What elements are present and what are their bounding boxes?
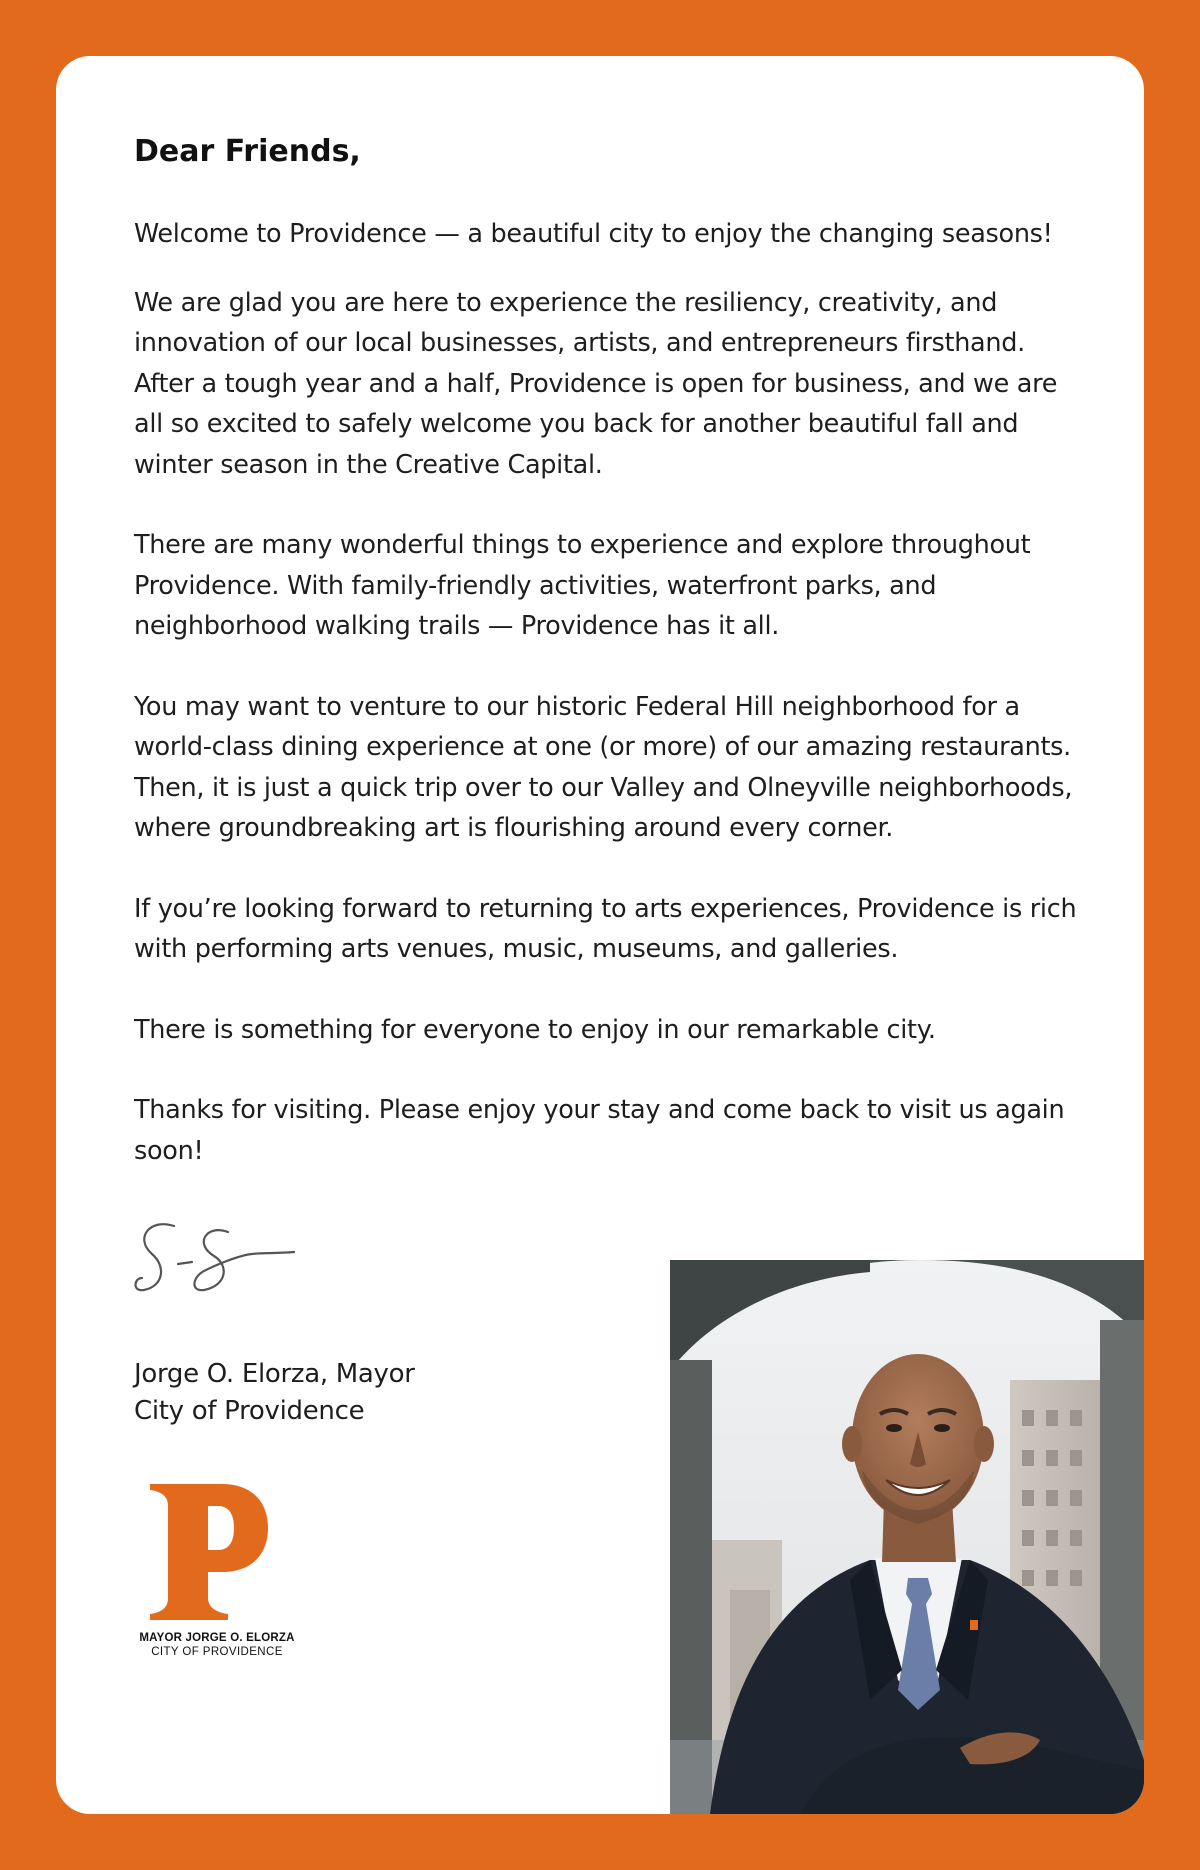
- mayor-portrait-photo: [670, 1260, 1144, 1814]
- letter-body: [134, 214, 1084, 1211]
- signer-organization: City of Providence: [134, 1396, 365, 1426]
- logo-line-1: MAYOR JORGE O. ELORZA: [139, 1632, 295, 1644]
- letter-card: [56, 56, 1144, 1814]
- letter-paragraph: We are glad you are here to experience the resiliency, creativity, and innovation of our local businesses, artists, and entrepreneurs firsthand. After a tough year and a half, Providence is open for business, and we are all so excited to safely welcome you back for another beautiful fall and winter season in the Creative Capital.: [134, 287, 1058, 480]
- letter-paragraph: If you’re looking forward to returning to arts experiences, Providence is rich with performing arts venues, music, museums, and galleries.: [134, 893, 1077, 964]
- letter-paragraph: Thanks for visiting. Please enjoy your stay and come back to visit us again soon!: [134, 1095, 1065, 1166]
- handwritten-signature: [130, 1208, 300, 1308]
- letter-greeting: Dear Friends,: [134, 134, 361, 169]
- signer-name: Jorge O. Elorza, Mayor: [134, 1359, 415, 1389]
- signer-block: [134, 1356, 415, 1430]
- letter-paragraph: You may want to venture to our historic Federal Hill neighborhood for a world-class dining experience at one (or more) of our amazing restaurants. Then, it is just a quick trip over to our Valley and Olneyville neighborhoods, where groundbreaking art is flourishing around every corner.: [134, 691, 1073, 843]
- letter-paragraph: There are many wonderful things to experience and explore throughout Providence. With family-friendly activities, waterfront parks, and neighborhood walking trails — Providence has it all.: [134, 530, 1031, 641]
- providence-logo: [132, 1482, 302, 1658]
- providence-p-logo-icon: [148, 1482, 270, 1622]
- logo-line-2: CITY OF PROVIDENCE: [151, 1646, 283, 1658]
- letter-paragraph: Welcome to Providence — a beautiful city to enjoy the changing seasons!: [134, 219, 1053, 249]
- letter-paragraph: There is something for everyone to enjoy in our remarkable city.: [134, 1014, 936, 1045]
